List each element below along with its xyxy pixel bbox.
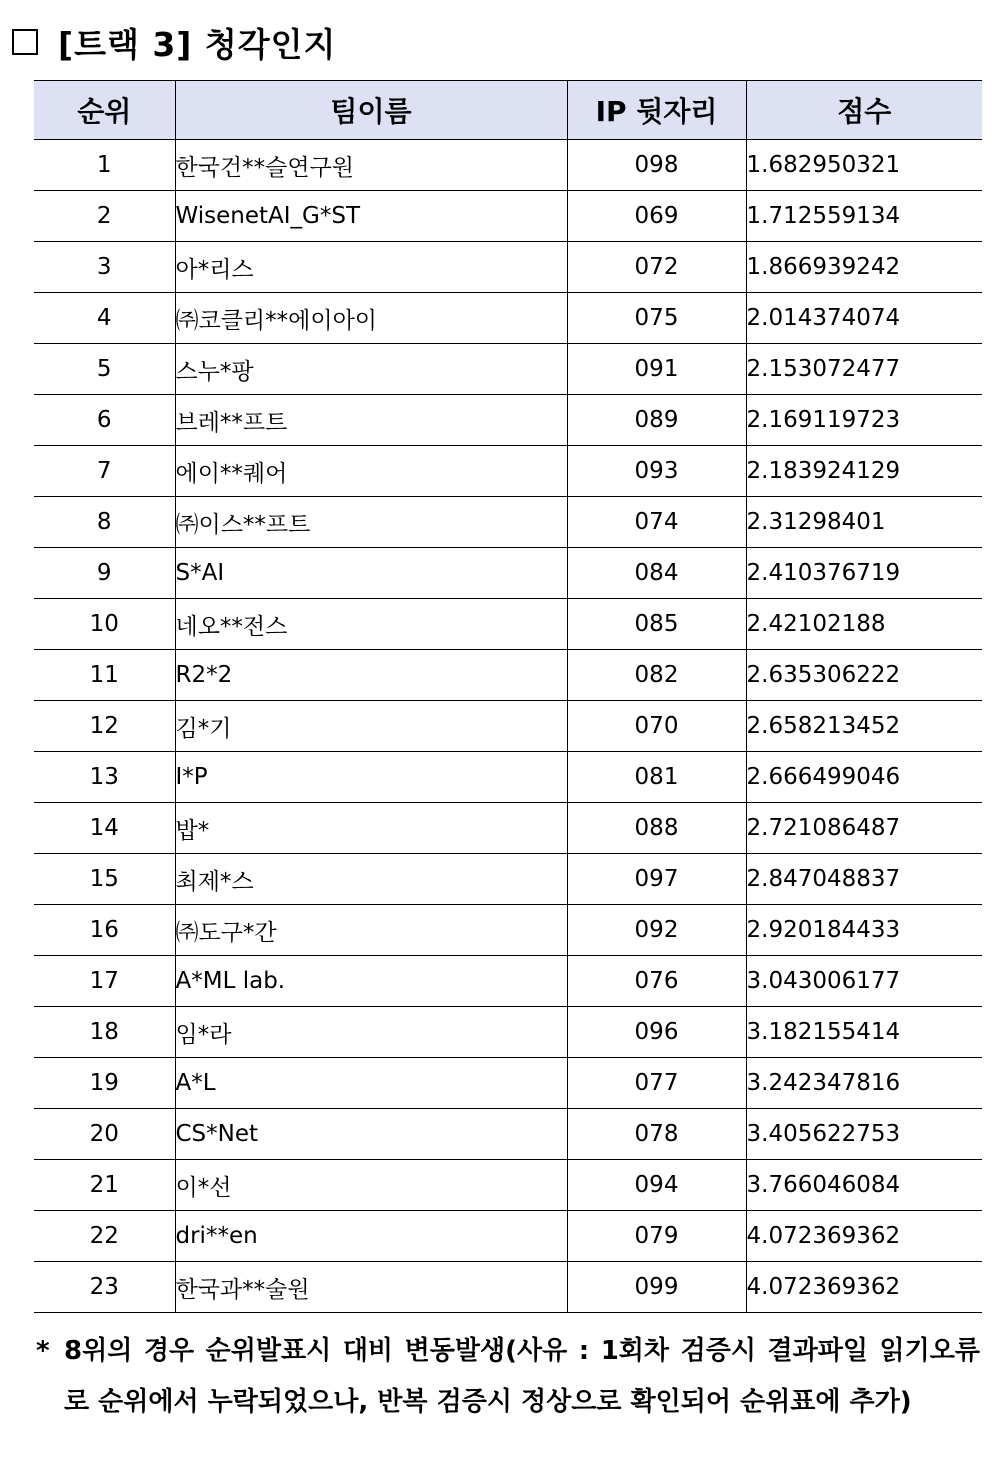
team-name-cell: A*L xyxy=(175,1058,567,1109)
rank-cell: 7 xyxy=(34,446,175,497)
rank-cell: 13 xyxy=(34,752,175,803)
ip-suffix-cell: 094 xyxy=(567,1160,746,1211)
rank-cell: 18 xyxy=(34,1007,175,1058)
rank-cell: 20 xyxy=(34,1109,175,1160)
team-name-cell: 밥* xyxy=(175,803,567,854)
score-cell: 2.847048837 xyxy=(746,854,982,905)
team-name-cell: 네오**전스 xyxy=(175,599,567,650)
rank-cell: 21 xyxy=(34,1160,175,1211)
footnote-text: 8위의 경우 순위발표시 대비 변동발생(사유 : 1회차 검증시 결과파일 읽기오류로 순위에서 누락되었으나, 반복 검증시 정상으로 확인되어 순위표에 추가) xyxy=(64,1336,980,1417)
ip-suffix-cell: 084 xyxy=(567,548,746,599)
score-cell: 3.405622753 xyxy=(746,1109,982,1160)
ip-suffix-cell: 069 xyxy=(567,191,746,242)
rank-cell: 16 xyxy=(34,905,175,956)
ip-suffix-cell: 099 xyxy=(567,1262,746,1313)
score-cell: 2.014374074 xyxy=(746,293,982,344)
rank-cell: 17 xyxy=(34,956,175,1007)
rank-cell: 3 xyxy=(34,242,175,293)
table-row xyxy=(34,1211,982,1262)
table-row xyxy=(34,1007,982,1058)
table-row xyxy=(34,599,982,650)
rank-cell: 2 xyxy=(34,191,175,242)
rank-cell: 19 xyxy=(34,1058,175,1109)
ip-suffix-cell: 088 xyxy=(567,803,746,854)
ip-suffix-cell: 092 xyxy=(567,905,746,956)
ip-suffix-cell: 089 xyxy=(567,395,746,446)
score-cell: 2.721086487 xyxy=(746,803,982,854)
table-row xyxy=(34,548,982,599)
column-header-team: 팀이름 xyxy=(175,81,567,140)
section-heading xyxy=(12,14,336,70)
rank-cell: 23 xyxy=(34,1262,175,1313)
score-cell: 4.072369362 xyxy=(746,1211,982,1262)
score-cell: 1.682950321 xyxy=(746,140,982,191)
team-name-cell: 에이**퀘어 xyxy=(175,446,567,497)
team-name-cell: 한국건**슬연구원 xyxy=(175,140,567,191)
rank-cell: 9 xyxy=(34,548,175,599)
table-header-row xyxy=(34,81,982,140)
score-cell: 3.043006177 xyxy=(746,956,982,1007)
rank-cell: 11 xyxy=(34,650,175,701)
footnote xyxy=(36,1326,980,1428)
team-name-cell: 브레**프트 xyxy=(175,395,567,446)
team-name-cell: 임*라 xyxy=(175,1007,567,1058)
team-name-cell: R2*2 xyxy=(175,650,567,701)
table-row xyxy=(34,854,982,905)
score-cell: 3.182155414 xyxy=(746,1007,982,1058)
table-row xyxy=(34,344,982,395)
score-cell: 3.242347816 xyxy=(746,1058,982,1109)
column-header-ip: IP 뒷자리 xyxy=(567,81,746,140)
rank-cell: 22 xyxy=(34,1211,175,1262)
rank-cell: 10 xyxy=(34,599,175,650)
table-row xyxy=(34,446,982,497)
table-row xyxy=(34,1262,982,1313)
ip-suffix-cell: 082 xyxy=(567,650,746,701)
table-row xyxy=(34,1160,982,1211)
score-cell: 2.42102188 xyxy=(746,599,982,650)
score-cell: 4.072369362 xyxy=(746,1262,982,1313)
ip-suffix-cell: 093 xyxy=(567,446,746,497)
ip-suffix-cell: 085 xyxy=(567,599,746,650)
table-body xyxy=(34,140,982,1313)
column-header-rank: 순위 xyxy=(34,81,175,140)
table-row xyxy=(34,803,982,854)
rank-cell: 1 xyxy=(34,140,175,191)
team-name-cell: I*P xyxy=(175,752,567,803)
rank-cell: 15 xyxy=(34,854,175,905)
table-row xyxy=(34,701,982,752)
table-row xyxy=(34,242,982,293)
team-name-cell: WisenetAI_G*ST xyxy=(175,191,567,242)
rank-cell: 6 xyxy=(34,395,175,446)
team-name-cell: 스누*팡 xyxy=(175,344,567,395)
table-row xyxy=(34,1058,982,1109)
team-name-cell: 김*기 xyxy=(175,701,567,752)
ip-suffix-cell: 074 xyxy=(567,497,746,548)
ip-suffix-cell: 072 xyxy=(567,242,746,293)
score-cell: 2.658213452 xyxy=(746,701,982,752)
ranking-table xyxy=(34,80,982,1313)
table-row xyxy=(34,752,982,803)
rank-cell: 12 xyxy=(34,701,175,752)
rank-cell: 8 xyxy=(34,497,175,548)
table-row xyxy=(34,1109,982,1160)
ip-suffix-cell: 079 xyxy=(567,1211,746,1262)
team-name-cell: 아*리스 xyxy=(175,242,567,293)
table-row xyxy=(34,905,982,956)
ip-suffix-cell: 077 xyxy=(567,1058,746,1109)
team-name-cell: dri**en xyxy=(175,1211,567,1262)
ip-suffix-cell: 097 xyxy=(567,854,746,905)
ip-suffix-cell: 070 xyxy=(567,701,746,752)
rank-cell: 5 xyxy=(34,344,175,395)
ip-suffix-cell: 076 xyxy=(567,956,746,1007)
ip-suffix-cell: 081 xyxy=(567,752,746,803)
team-name-cell: 이*선 xyxy=(175,1160,567,1211)
table-row xyxy=(34,395,982,446)
score-cell: 2.153072477 xyxy=(746,344,982,395)
score-cell: 2.169119723 xyxy=(746,395,982,446)
score-cell: 3.766046084 xyxy=(746,1160,982,1211)
score-cell: 2.410376719 xyxy=(746,548,982,599)
score-cell: 2.920184433 xyxy=(746,905,982,956)
column-header-score: 점수 xyxy=(746,81,982,140)
team-name-cell: S*AI xyxy=(175,548,567,599)
score-cell: 1.866939242 xyxy=(746,242,982,293)
score-cell: 1.712559134 xyxy=(746,191,982,242)
rank-cell: 4 xyxy=(34,293,175,344)
table-row xyxy=(34,497,982,548)
footnote-asterisk: * xyxy=(36,1336,50,1366)
table-row xyxy=(34,293,982,344)
score-cell: 2.666499046 xyxy=(746,752,982,803)
team-name-cell: 한국과**술원 xyxy=(175,1262,567,1313)
team-name-cell: 최제*스 xyxy=(175,854,567,905)
table-row xyxy=(34,140,982,191)
section-title: [트랙 3] 청각인지 xyxy=(58,24,337,64)
score-cell: 2.183924129 xyxy=(746,446,982,497)
team-name-cell: ㈜이스**프트 xyxy=(175,497,567,548)
score-cell: 2.31298401 xyxy=(746,497,982,548)
score-cell: 2.635306222 xyxy=(746,650,982,701)
ip-suffix-cell: 078 xyxy=(567,1109,746,1160)
team-name-cell: A*ML lab. xyxy=(175,956,567,1007)
ip-suffix-cell: 096 xyxy=(567,1007,746,1058)
rank-cell: 14 xyxy=(34,803,175,854)
ip-suffix-cell: 075 xyxy=(567,293,746,344)
team-name-cell: CS*Net xyxy=(175,1109,567,1160)
table-row xyxy=(34,650,982,701)
table-row xyxy=(34,956,982,1007)
checkbox-square-icon xyxy=(12,29,38,55)
team-name-cell: ㈜코클리**에이아이 xyxy=(175,293,567,344)
ip-suffix-cell: 091 xyxy=(567,344,746,395)
table-row xyxy=(34,191,982,242)
team-name-cell: ㈜도구*간 xyxy=(175,905,567,956)
ip-suffix-cell: 098 xyxy=(567,140,746,191)
